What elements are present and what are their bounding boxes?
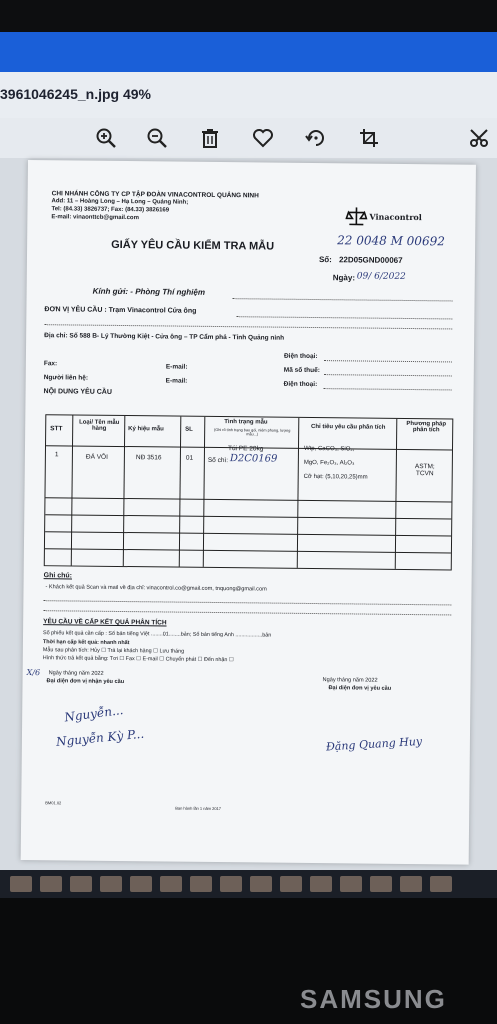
left-date: Ngày tháng năm 2022	[48, 670, 104, 677]
viewer-title-bar	[0, 72, 497, 118]
taskbar-item[interactable]	[100, 876, 122, 892]
taskbar-item[interactable]	[280, 876, 302, 892]
dotted-line	[233, 298, 453, 301]
header-method: Phương pháp phân tích	[406, 420, 447, 434]
cell-criteria-2: MgO, Fe₂O₃, Al₂O₃	[303, 459, 355, 467]
mau-sau: Mẫu sau phân tích: Hủy ☐ Trả lại khách hàng ☐ Lưu tháng	[42, 647, 185, 655]
right-date: Ngày tháng năm 2022	[322, 677, 378, 684]
cell-method: ASTM; TCVN	[414, 463, 435, 478]
taskbar-item[interactable]	[340, 876, 362, 892]
taskbar-item[interactable]	[130, 876, 152, 892]
taskbar-item[interactable]	[190, 876, 212, 892]
logo-text: Vinacontrol	[369, 211, 422, 223]
cell-status-2-label: Số chì:	[207, 456, 229, 465]
noi-dung-label: NỘI DUNG YÊU CẦU	[43, 388, 112, 396]
cell-qty: 01	[185, 454, 194, 462]
heart-icon[interactable]	[250, 124, 276, 152]
email-label: E-mail:	[165, 363, 188, 371]
cell-code: NĐ 3516	[135, 454, 162, 462]
taskbar-item[interactable]	[400, 876, 422, 892]
right-rep: Đại diện đơn vị yêu cầu	[328, 685, 392, 692]
company-name: CHI NHÁNH CÔNG TY CP TẬP ĐOÀN VINACONTROL QUẢNG NINH	[51, 190, 259, 200]
document-title: GIẤY YÊU CẦU KIỂM TRA MẪU	[111, 238, 275, 253]
dien-thoai2-label: Điện thoại:	[283, 380, 318, 389]
so-label: Số:	[318, 255, 332, 265]
zoom-in-icon[interactable]	[93, 124, 119, 152]
left-signature-1: Nguyễn...	[63, 702, 125, 725]
dotted-line	[44, 324, 452, 329]
trash-icon[interactable]	[197, 124, 223, 152]
rotate-icon[interactable]	[303, 124, 329, 152]
header-code: Ký hiệu mẫu	[128, 426, 164, 433]
so-phieu: Số phiếu kết quả cần cấp : Số bản tiếng Việt ........01........bản; Số bản tiếng Anh ..................bản	[43, 630, 272, 639]
taskbar-item[interactable]	[40, 876, 62, 892]
request-table	[44, 414, 454, 570]
right-signature: Đặng Quang Huy	[325, 734, 423, 754]
vinacontrol-logo	[345, 205, 422, 232]
cell-criteria-3: Cỡ hạt: (5,10,20,25)mm	[303, 473, 368, 481]
dien-thoai-label: Điện thoại:	[283, 352, 318, 361]
dotted-line	[236, 316, 452, 319]
window-title: 3961046245_n.jpg 49%	[0, 86, 151, 102]
taskbar-item[interactable]	[250, 876, 272, 892]
footer-code: BM01.02	[45, 800, 62, 806]
dotted-line	[324, 388, 452, 390]
cell-status-1: Túi PE 20kg	[227, 445, 264, 453]
handwritten-number: 22 0048 M 00692	[337, 233, 445, 249]
crop-icon[interactable]	[356, 124, 382, 152]
monitor-top-edge	[0, 0, 497, 32]
cell-name: ĐÁ VÔI	[85, 453, 108, 461]
header-stt: STT	[50, 425, 63, 433]
zoom-out-icon[interactable]	[144, 124, 170, 152]
ngay-value: 09/ 6/2022	[356, 271, 406, 282]
ghi-chu-label: Ghi chú:	[43, 572, 73, 580]
dotted-line	[43, 610, 451, 615]
so-value: 22D05GND00067	[338, 255, 403, 265]
taskbar-item[interactable]	[370, 876, 392, 892]
taskbar-item[interactable]	[430, 876, 452, 892]
dia-chi: Địa chỉ: Số 588 B- Lý Thường Kiệt - Cửa ông – TP Cẩm phả - Tỉnh Quảng ninh	[44, 332, 285, 342]
left-signature-2: Nguyễn Kỳ P...	[55, 726, 145, 749]
email2-label: E-mail:	[165, 377, 188, 385]
taskbar-item[interactable]	[70, 876, 92, 892]
company-email: E-mail: vinaonttcb@gmail.com	[51, 214, 139, 222]
header-name: Loại/ Tên mẫu hàng	[79, 419, 120, 432]
document-page	[21, 160, 476, 865]
taskbar-item[interactable]	[160, 876, 182, 892]
don-vi-yeu-cau: ĐƠN VỊ YÊU CẦU : Trạm Vinacontrol Cửa ông	[44, 306, 197, 315]
kinh-gui: Kính gửi: - Phòng Thí nghiệm	[92, 286, 206, 297]
company-address: Add: 11 – Hoàng Long – Hạ Long – Quảng Ninh;	[51, 198, 189, 206]
cell-criteria-1: Wtp, CaCO₃, SiO₂,	[303, 445, 355, 453]
thoi-han: Thời hạn cấp kết quả: nhanh nhất	[42, 639, 130, 647]
fax-label: Fax:	[43, 360, 58, 368]
company-tel: Tel: (84.33) 3826737; Fax: (84.33) 3826169	[51, 206, 170, 214]
header-status: Tình trạng mẫu	[224, 419, 268, 426]
edit-icon[interactable]	[466, 124, 492, 152]
header-qty: SL	[185, 426, 193, 433]
ma-so-thue-label: Mã số thuế:	[283, 366, 320, 375]
dotted-line	[324, 360, 452, 362]
header-status-sub: (Ghi rõ tình trạng bao gói, niêm phong, lượng mẫu...)	[213, 427, 291, 437]
taskbar-item[interactable]	[220, 876, 242, 892]
ngay-label: Ngày:	[332, 273, 356, 283]
taskbar	[0, 870, 497, 898]
hinh-thuc: Hình thức trả kết quả bằng: Tơi ☐ Fax ☐ E-mail ☐ Chuyển phát ☐ Đến nhận ☐	[42, 655, 234, 664]
taskbar-item[interactable]	[10, 876, 32, 892]
yeu-cau-label: YÊU CẦU VỀ CẤP KẾT QUẢ PHÂN TÍCH	[43, 618, 167, 627]
left-rep: Đại diện đơn vị nhận yêu cầu	[46, 678, 125, 686]
viewer-toolbar	[0, 118, 497, 158]
cell-stt: 1	[54, 451, 59, 459]
nguoi-lien-he-label: Người liên hệ:	[43, 374, 89, 382]
monitor-brand: SAMSUNG	[300, 984, 447, 1014]
app-header-bar	[0, 32, 497, 72]
scale-logo-icon	[345, 205, 367, 227]
footer-issue: Ban hành lần 1 năm 2017	[175, 805, 222, 812]
header-criteria: Chỉ tiêu yêu cầu phân tích	[311, 423, 386, 431]
taskbar-item[interactable]	[310, 876, 332, 892]
left-hand-date: X/6	[26, 668, 41, 678]
dotted-line	[324, 374, 452, 376]
ghi-chu-text: - Khách kết quả Scan và mail về địa chỉ: vinacontrol.co@gmail.com, tnquong@gmail.com	[45, 584, 267, 593]
cell-status-2-hand: D2C0169	[229, 453, 278, 465]
dotted-line	[43, 600, 451, 605]
